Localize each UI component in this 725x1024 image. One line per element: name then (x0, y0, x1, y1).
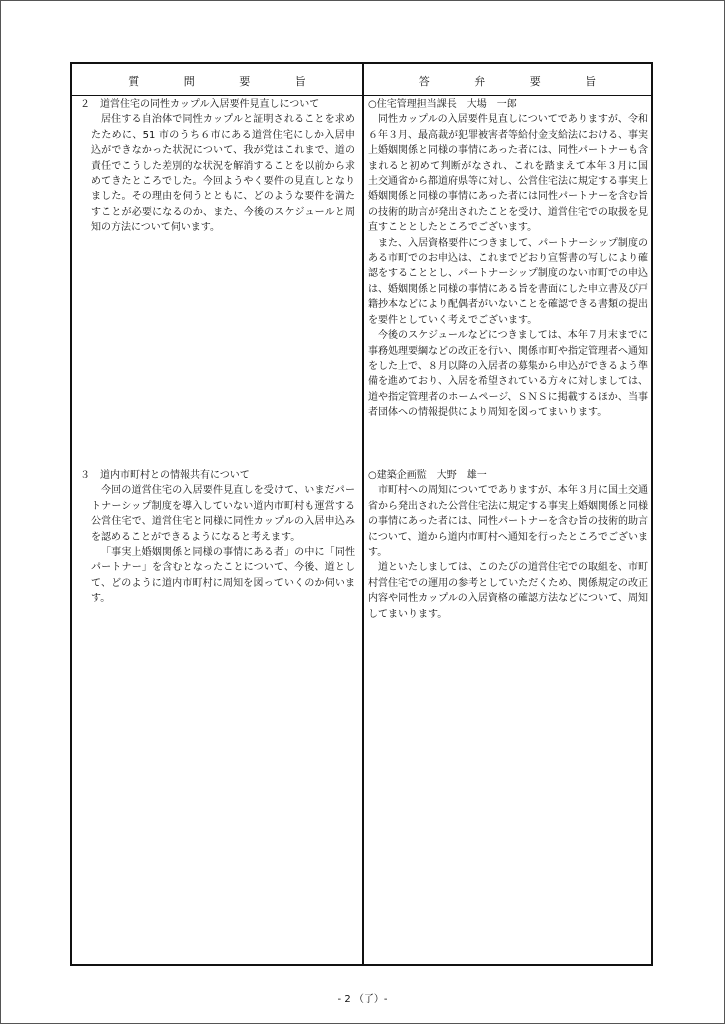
header-char: 旨 (585, 75, 597, 88)
header-char: 質 (128, 75, 140, 88)
question-3-paragraph: 今回の道営住宅の入居要件見直しを受けて、いまだパートナーシップ制度を導入していない道内市町村も運営する公営住宅で、道営住宅と同様に同性カップルの入居申込みを認めることができるようになると考えます。 (91, 485, 355, 543)
question-3 (80, 468, 355, 607)
question-column-header (72, 73, 362, 89)
question-2 (80, 97, 355, 236)
answer-3-speaker: ○建築企画監 大野 雄一 (368, 470, 487, 481)
column-divider (362, 64, 364, 964)
answer-3 (368, 468, 648, 622)
answer-3-paragraph: 道といたしましては、このたびの道営住宅での取組を、市町村営住宅での運用の参考としていただくため、関係規定の改正内容や同性カップルの入居資格の確認方法などについて、周知してまいります。 (368, 562, 648, 620)
header-char: 弁 (474, 75, 486, 88)
header-char: 問 (183, 75, 195, 88)
header-char: 要 (239, 75, 251, 88)
answer-2 (368, 97, 648, 421)
question-3-paragraph: 「事実上婚姻関係と同様の事情にある者」の中に「同性パートナー」を含むとなったことについて、今後、道として、どのように道内市町村に周知を図っていくのか伺います。 (91, 547, 355, 605)
question-3-title: ３ 道内市町村との情報共有について (80, 470, 250, 481)
answer-2-speaker: ○住宅管理担当課長 大場 一郎 (368, 99, 517, 110)
header-char: 要 (529, 75, 541, 88)
page-number: - 2 （了）- (337, 994, 388, 1005)
answer-2-paragraph: また、入居資格要件につきまして、パートナーシップ制度のある市町でのお申込は、これまでどおり宣誓書の写しにより確認をすることとし、パートナーシップ制度のない市町での申込は、婚姻関係と同様の事情にある旨を書面にした申立書及び戸籍抄本などにより配偶者がいないことを確認できる書類の提出を要件としていく考えでございます。 (368, 237, 648, 326)
answer-column-header (364, 73, 651, 89)
answer-2-paragraph: 今後のスケジュールなどにつきましては、本年７月末までに事務処理要綱などの改正を行い、関係市町や指定管理者へ通知をした上で、８月以降の入居者の募集から申込ができるよう準備を進めており、入居を希望されている方々に対しましては、道や指定管理者のホームページ、ＳＮＳに掲載するほか、当事者団体への情報提供により周知を図ってまいります。 (368, 330, 648, 419)
header-char: 旨 (294, 75, 306, 88)
question-2-title: ２ 道営住宅の同性カップル入居要件見直しについて (80, 99, 320, 110)
question-2-body: 居住する自治体で同性カップルと証明されることを求めたために、51 市のうち６市にある道営住宅にしか入居申込ができなかった状況について、我が党はこれまで、道の責任でこうした差別的な状況を解消することを以前から求めてきたところでした。今回ようやく要件の見直しとなりました。その理由を伺うとともに、どのような要件を満たすことが必要になるのか、また、今後のスケジュールと周知の方法について伺います。 (91, 114, 355, 234)
answer-2-paragraph: 同性カップルの入居要件見直しについてでありますが、令和６年３月、最高裁が犯罪被害者等給付金支給法における、事実上婚姻関係と同様の事情にあった者には、同性パートナーも含まれると初めて判断がなされ、これを踏まえて本年３月に国土交通省から都道府県等に対し、公営住宅法に規定する事実上婚姻関係と同様の事情にあった者には同性パートナーを含む旨の技術的助言が発出されたことを受け、道営住宅での取扱を見直すこととしたところでございます。 (368, 114, 648, 234)
header-char: 答 (418, 75, 430, 88)
answer-3-paragraph: 市町村への周知についてでありますが、本年３月に国土交通省から発出された公営住宅法に規定する事実上婚姻関係と同様の事情にあった者には、同性パートナーを含む旨の技術的助言について、道から道内市町村へ通知を行ったところでございます。 (368, 485, 648, 559)
qa-table (70, 62, 653, 966)
